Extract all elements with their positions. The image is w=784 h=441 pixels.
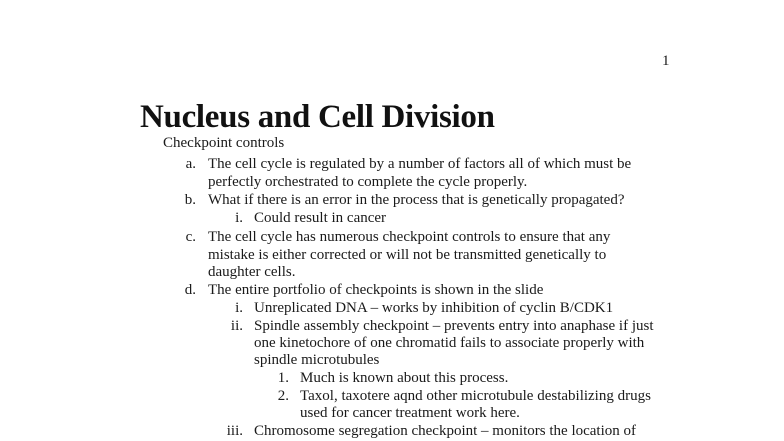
page-number: 1: [662, 53, 670, 69]
item-c-line-3: daughter cells.: [208, 264, 296, 280]
list-marker-d-i: i.: [235, 300, 243, 316]
list-marker-d: d.: [184, 282, 196, 298]
list-marker-c: c.: [185, 229, 196, 245]
list-marker-d-iii: iii.: [226, 423, 243, 439]
item-d-iii-text: Chromosome segregation checkpoint – monitors the location of: [254, 423, 637, 439]
item-c-line-2: mistake is either corrected or will not be transmitted genetically to: [208, 247, 607, 263]
list-marker-a: a.: [185, 156, 196, 172]
item-a-line-1: The cell cycle is regulated by a number of factors all of which must be: [208, 156, 632, 172]
item-d-ii-line-3: spindle microtubules: [254, 352, 380, 368]
page-title: Nucleus and Cell Division: [140, 99, 495, 135]
item-d-ii-2-line-2: used for cancer treatment work here.: [300, 405, 520, 421]
item-a-line-2: perfectly orchestrated to complete the cycle properly.: [208, 174, 528, 190]
item-d-ii-1-text: Much is known about this process.: [300, 370, 509, 386]
list-marker-d-ii-1: 1.: [277, 370, 289, 386]
item-d-i-text: Unreplicated DNA – works by inhibition of cyclin B/CDK1: [254, 300, 614, 316]
item-c-line-1: The cell cycle has numerous checkpoint controls to ensure that any: [208, 229, 611, 245]
list-marker-d-ii: ii.: [230, 318, 243, 334]
list-marker-b: b.: [184, 192, 196, 208]
section-heading: Checkpoint controls: [163, 135, 285, 151]
list-marker-b-i: i.: [235, 210, 243, 226]
list-marker-d-ii-2: 2.: [277, 388, 289, 404]
item-d-ii-line-2: one kinetochore of one chromatid fails to associate properly with: [254, 335, 645, 351]
item-d-ii-2-line-1: Taxol, taxotere aqnd other microtubule destabilizing drugs: [300, 388, 651, 404]
item-b-i-text: Could result in cancer: [254, 210, 387, 226]
item-d-ii-line-1: Spindle assembly checkpoint – prevents entry into anaphase if just: [254, 318, 654, 334]
item-d-line-1: The entire portfolio of checkpoints is shown in the slide: [208, 282, 544, 298]
item-b-line-1: What if there is an error in the process that is genetically propagated?: [208, 192, 625, 208]
